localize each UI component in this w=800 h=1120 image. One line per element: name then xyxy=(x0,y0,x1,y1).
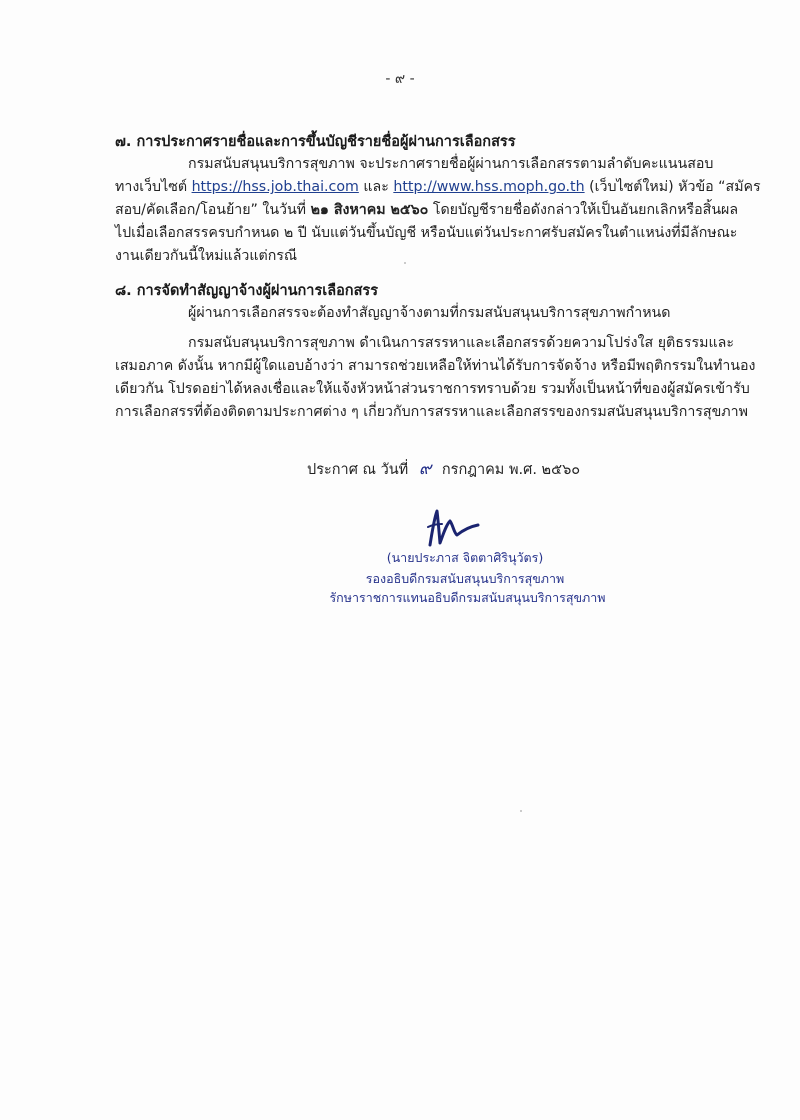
closing-paragraph-line: เสมอภาค ดังนั้น หากมีผู้ใดแอบอ้างว่า สามารถช่วยเหลือให้ท่านได้รับการจัดจ้าง หรือมีพฤติกรรมในทำนอง xyxy=(115,358,756,374)
section-7-heading: ๗. การประกาศรายชื่อและการขึ้นบัญชีรายชื่อผู้ผ่านการเลือกสรร xyxy=(115,134,516,150)
section-7-paragraph-line: งานเดียวกันนี้ใหม่แล้วแต่กรณี xyxy=(115,248,298,264)
announcement-day: ๙ xyxy=(418,459,432,479)
page-number: - ๙ - xyxy=(385,71,415,87)
section-7-paragraph-line xyxy=(115,176,761,198)
announcement-line xyxy=(307,455,580,482)
hss-moph-link[interactable]: http://www.hss.moph.go.th xyxy=(393,179,585,195)
closing-paragraph-line: กรมสนับสนุนบริการสุขภาพ ดำเนินการสรรหาและเลือกสรรด้วยความโปร่งใส ยุติธรรมและ xyxy=(188,335,734,351)
section-7-paragraph-line xyxy=(115,199,738,221)
text-fragment: (เว็บไซต์ใหม่) หัวข้อ “สมัคร xyxy=(584,179,761,195)
signatory-acting-position: รักษาราชการแทนอธิบดีกรมสนับสนุนบริการสุขภาพ xyxy=(329,590,606,605)
signatory-position: รองอธิบดีกรมสนับสนุนบริการสุขภาพ xyxy=(365,571,565,586)
section-7-paragraph-line: กรมสนับสนุนบริการสุขภาพ จะประกาศรายชื่อผู้ผ่านการเลือกสรรตามลำดับคะแนนสอบ xyxy=(188,156,714,172)
text-fragment: ทางเว็บไซต์ xyxy=(115,179,192,195)
handwritten-signature xyxy=(410,505,485,550)
closing-paragraph-line: การเลือกสรรที่ต้องติดตามประกาศต่าง ๆ เกี่ยวกับการสรรหาและเลือกสรรของกรมสนับสนุนบริการสุขภาพ xyxy=(115,404,748,420)
scan-speck xyxy=(404,262,406,264)
text-fragment: โดยบัญชีรายชื่อดังกล่าวให้เป็นอันยกเลิกหรือสิ้นผล xyxy=(428,202,739,218)
section-7-paragraph-line: ไปเมื่อเลือกสรรครบกำหนด ๒ ปี นับแต่วันขึ้นบัญชี หรือนับแต่วันประกาศรับสมัครในตำแหน่งที่มีลักษณะ xyxy=(115,225,738,241)
text-fragment: และ xyxy=(358,179,394,195)
section-8-heading: ๘. การจัดทำสัญญาจ้างผู้ผ่านการเลือกสรร xyxy=(115,283,378,299)
text-fragment: สอบ/คัดเลือก/โอนย้าย” ในวันที่ xyxy=(115,202,311,218)
announcement-suffix: กรกฎาคม พ.ศ. ๒๕๖๐ xyxy=(441,462,581,478)
scan-speck xyxy=(520,810,522,812)
announcement-prefix: ประกาศ ณ วันที่ xyxy=(307,462,409,478)
hss-job-link[interactable]: https://hss.job.thai.com xyxy=(191,179,359,195)
announcement-date: ๒๑ สิงหาคม ๒๕๖๐ xyxy=(310,202,429,218)
section-8-paragraph-line: ผู้ผ่านการเลือกสรรจะต้องทำสัญญาจ้างตามที่กรมสนับสนุนบริการสุขภาพกำหนด xyxy=(188,305,671,321)
closing-paragraph-line: เดียวกัน โปรดอย่าได้หลงเชื่อและให้แจ้งหัวหน้าส่วนราชการทราบด้วย รวมทั้งเป็นหน้าที่ของผู้สมัครเข้ารับ xyxy=(115,381,750,397)
signatory-name: (นายประภาส จิตตาศิรินุวัตร) xyxy=(386,550,544,565)
